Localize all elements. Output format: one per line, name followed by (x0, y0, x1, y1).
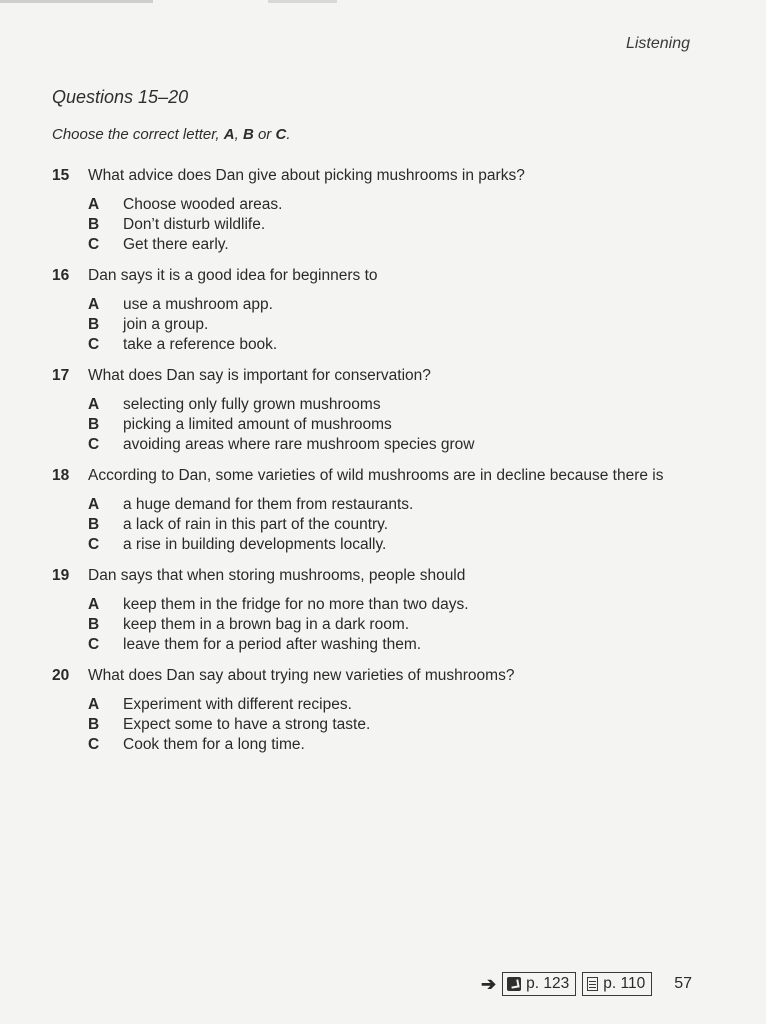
question-18 (52, 465, 712, 555)
question-number: 17 (52, 367, 70, 384)
question-17 (52, 365, 712, 455)
question-15 (52, 165, 712, 255)
audio-script-reference (502, 972, 576, 996)
option-b (88, 415, 712, 435)
option-text: join a group. (123, 316, 209, 333)
option-letter: B (88, 516, 100, 533)
option-c (88, 635, 712, 655)
instruction-suffix: . (286, 126, 291, 143)
answer-key-page: p. 110 (603, 975, 646, 992)
section-label: Listening (625, 35, 690, 52)
option-letter: B (88, 616, 100, 633)
option-text: selecting only fully grown mushrooms (123, 396, 381, 413)
option-c (88, 435, 712, 455)
option-letter: B (88, 716, 100, 733)
page-number: 57 (674, 975, 692, 992)
option-text: Expect some to have a strong taste. (123, 716, 371, 733)
question-text: Dan says it is a good idea for beginners to (88, 267, 378, 284)
option-b (88, 515, 712, 535)
instruction-letter-c: C (275, 126, 287, 143)
option-text: picking a limited amount of mushrooms (123, 416, 392, 433)
option-letter: B (88, 416, 100, 433)
option-text: use a mushroom app. (123, 296, 273, 313)
option-text: a huge demand for them from restaurants. (123, 496, 414, 513)
option-c (88, 735, 712, 755)
option-a (88, 495, 712, 515)
question-number: 19 (52, 567, 70, 584)
instruction-letter-b: B (242, 126, 254, 143)
option-a (88, 395, 712, 415)
option-b (88, 215, 712, 235)
option-letter: A (88, 496, 100, 513)
question-19 (52, 565, 712, 655)
option-text: Choose wooded areas. (123, 196, 283, 213)
question-number: 18 (52, 467, 70, 484)
option-letter: C (88, 336, 100, 353)
question-text: What does Dan say about trying new varieties of mushrooms? (88, 667, 515, 684)
option-a (88, 195, 712, 215)
question-number: 15 (52, 167, 70, 184)
option-letter: A (88, 296, 100, 313)
option-c (88, 335, 712, 355)
option-c (88, 535, 712, 555)
question-list (52, 165, 712, 765)
page-footer (481, 972, 692, 996)
option-list (88, 695, 712, 755)
question-text: According to Dan, some varieties of wild mushrooms are in decline because there is (88, 467, 664, 484)
instruction-sep: or (253, 126, 276, 143)
option-a (88, 295, 712, 315)
option-text: avoiding areas where rare mushroom species grow (123, 436, 475, 453)
option-text: a lack of rain in this part of the country. (123, 516, 389, 533)
option-letter: C (88, 736, 100, 753)
option-a (88, 595, 712, 615)
scan-top-edge (0, 0, 766, 3)
option-text: keep them in a brown bag in a dark room. (123, 616, 410, 633)
question-text: What advice does Dan give about picking mushrooms in parks? (88, 167, 525, 184)
option-text: Experiment with different recipes. (123, 696, 352, 713)
option-text: keep them in the fridge for no more than two days. (123, 596, 469, 613)
arrow-right-icon: ➔ (481, 973, 497, 994)
instruction-prefix: Choose the correct letter, (52, 126, 224, 143)
option-letter: C (88, 536, 100, 553)
option-text: take a reference book. (123, 336, 278, 353)
option-b (88, 715, 712, 735)
option-c (88, 235, 712, 255)
answer-key-reference (582, 972, 652, 996)
option-letter: C (88, 236, 100, 253)
option-letter: B (88, 316, 100, 333)
option-letter: C (88, 436, 100, 453)
answer-key-icon (587, 977, 598, 991)
option-text: Don’t disturb wildlife. (123, 216, 266, 233)
option-list (88, 395, 712, 455)
question-number: 20 (52, 667, 70, 684)
option-letter: A (88, 596, 100, 613)
question-text: Dan says that when storing mushrooms, people should (88, 567, 466, 584)
option-letter: A (88, 396, 100, 413)
option-letter: C (88, 636, 100, 653)
option-text: a rise in building developments locally. (123, 536, 387, 553)
question-number: 16 (52, 267, 70, 284)
instruction (52, 126, 291, 143)
option-a (88, 695, 712, 715)
audio-script-icon (507, 977, 521, 991)
option-letter: B (88, 216, 100, 233)
question-text: What does Dan say is important for conservation? (88, 367, 431, 384)
option-b (88, 615, 712, 635)
option-list (88, 195, 712, 255)
question-20 (52, 665, 712, 755)
audio-script-page: p. 123 (526, 975, 570, 992)
option-text: Cook them for a long time. (123, 736, 305, 753)
option-list (88, 295, 712, 355)
questions-heading: Questions 15–20 (52, 87, 189, 107)
question-16 (52, 265, 712, 355)
option-text: leave them for a period after washing them. (123, 636, 422, 653)
option-letter: A (88, 696, 100, 713)
option-letter: A (88, 196, 100, 213)
option-b (88, 315, 712, 335)
option-text: Get there early. (123, 236, 229, 253)
instruction-sep: , (234, 126, 243, 143)
instruction-letter-a: A (223, 126, 235, 143)
option-list (88, 495, 712, 555)
option-list (88, 595, 712, 655)
